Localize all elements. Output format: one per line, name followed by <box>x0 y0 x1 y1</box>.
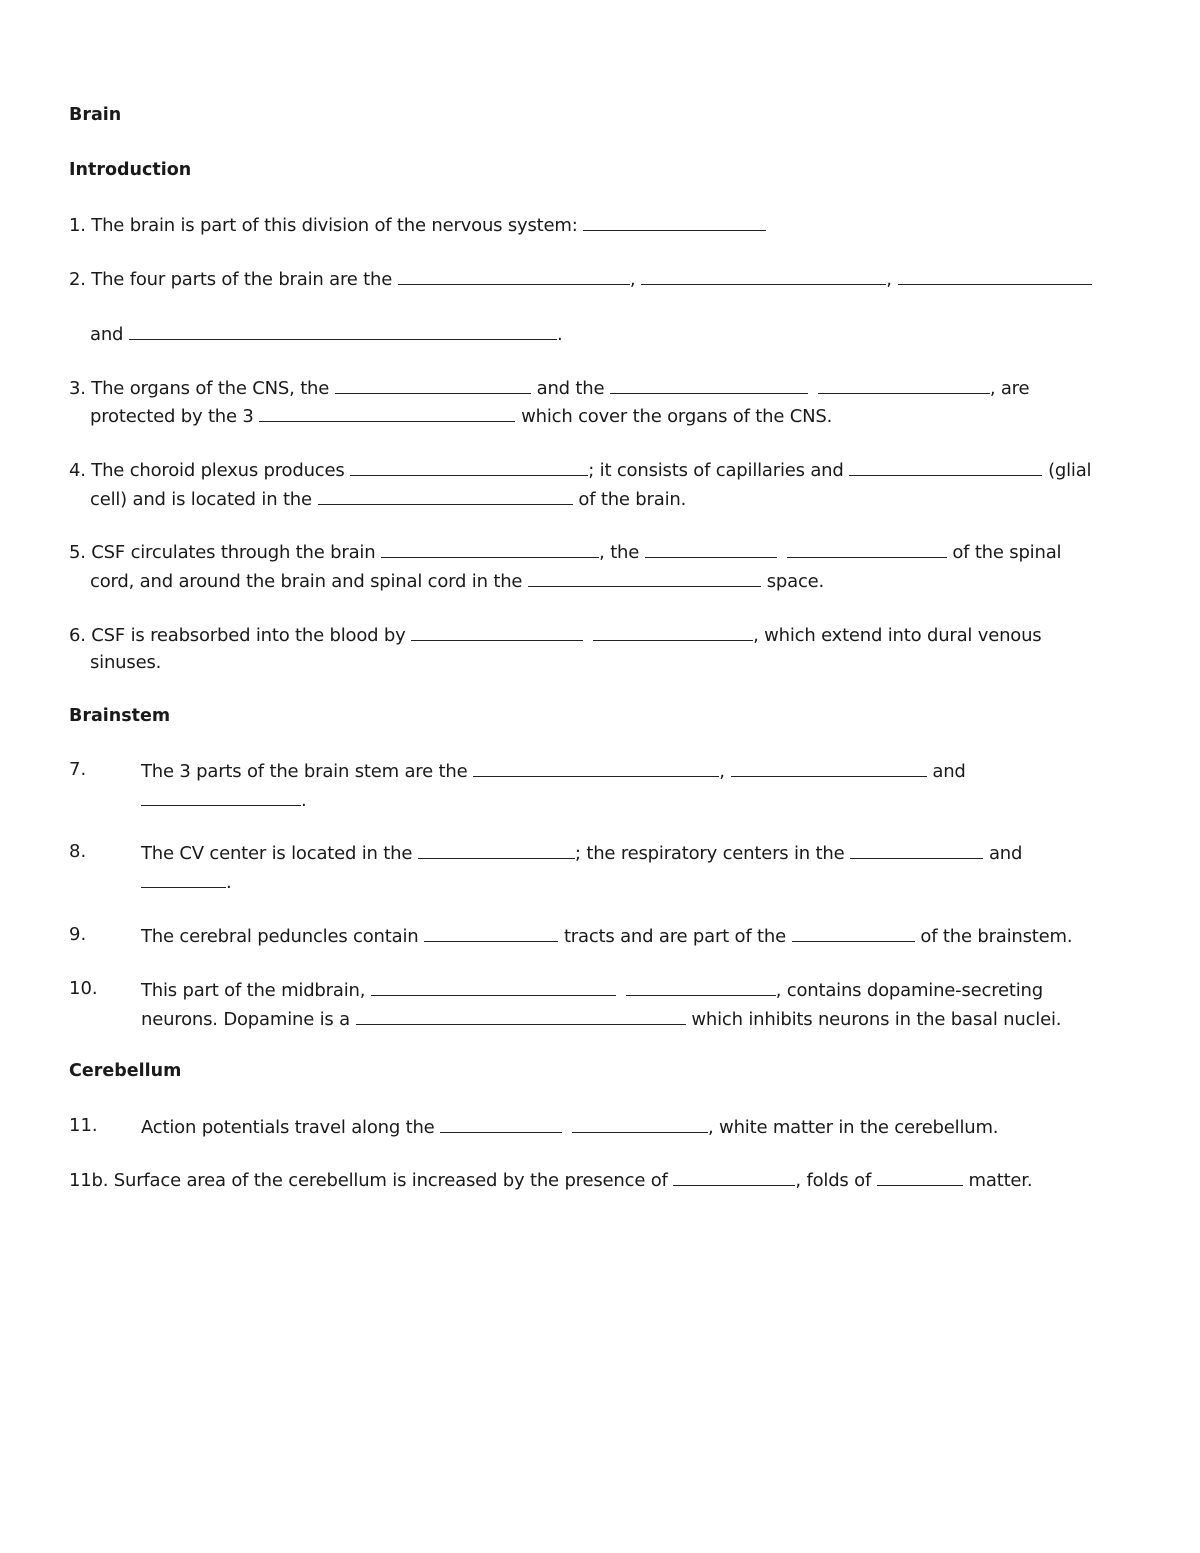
question-7 <box>141 759 966 783</box>
question-11b-text: , folds of <box>795 1170 872 1191</box>
question-3-text: and the <box>536 378 605 399</box>
answer-blank[interactable] <box>473 759 719 777</box>
question-8-text: ; the respiratory centers in the <box>574 843 845 864</box>
period: . <box>301 790 307 811</box>
question-9-text: tracts and are part of the <box>563 926 786 947</box>
section-heading-cerebellum: Cerebellum <box>69 1061 182 1081</box>
period: . <box>557 324 563 345</box>
question-4-text: (glial <box>1048 460 1092 481</box>
answer-blank[interactable] <box>318 487 573 505</box>
answer-blank[interactable] <box>528 569 761 587</box>
answer-blank[interactable] <box>583 213 766 231</box>
question-4-text: 4. The choroid plexus produces <box>69 460 345 481</box>
question-11 <box>141 1115 998 1139</box>
question-8-text: The CV center is located in the <box>141 843 413 864</box>
question-11b <box>69 1168 1032 1192</box>
question-2-text: 2. The four parts of the brain are the <box>69 269 393 290</box>
question-2 <box>69 267 1092 291</box>
question-6-continuation <box>90 652 161 674</box>
question-5-text: 5. CSF circulates through the brain <box>69 542 376 563</box>
answer-blank[interactable] <box>424 924 558 942</box>
question-3-text: protected by the 3 <box>90 406 254 427</box>
answer-blank[interactable] <box>572 1115 708 1133</box>
question-10-text: which inhibits neurons in the basal nuclei. <box>691 1009 1062 1030</box>
answer-blank[interactable] <box>356 1007 686 1025</box>
question-7-continuation <box>141 788 307 812</box>
question-9-text: The cerebral peduncles contain <box>141 926 419 947</box>
question-7-text: The 3 parts of the brain stem are the <box>141 761 468 782</box>
question-11-text: Action potentials travel along the <box>141 1117 435 1138</box>
question-4-text: ; it consists of capillaries and <box>588 460 844 481</box>
answer-blank[interactable] <box>593 623 753 641</box>
question-6-text: sinuses. <box>90 652 162 673</box>
question-11-number: 11. <box>69 1115 98 1136</box>
answer-blank[interactable] <box>129 322 557 340</box>
question-10-number: 10. <box>69 978 98 999</box>
and-text: and <box>90 324 124 345</box>
answer-blank[interactable] <box>371 978 616 996</box>
document-title: Brain <box>69 105 122 125</box>
question-6 <box>69 623 1041 647</box>
question-9-number: 9. <box>69 924 87 945</box>
answer-blank[interactable] <box>877 1168 963 1186</box>
section-heading-introduction: Introduction <box>69 160 192 180</box>
answer-blank[interactable] <box>381 540 599 558</box>
answer-blank[interactable] <box>259 404 515 422</box>
answer-blank[interactable] <box>818 376 990 394</box>
answer-blank[interactable] <box>610 376 808 394</box>
comma: , <box>719 761 725 782</box>
and-text: and <box>988 843 1023 864</box>
question-1 <box>69 213 766 237</box>
answer-blank[interactable] <box>645 540 777 558</box>
question-9 <box>141 924 1072 948</box>
answer-blank[interactable] <box>626 978 776 996</box>
question-4-text: cell) and is located in the <box>90 489 312 510</box>
answer-blank[interactable] <box>673 1168 795 1186</box>
question-5-text: space. <box>766 571 825 592</box>
question-5 <box>69 540 1061 564</box>
question-8 <box>141 841 1022 865</box>
question-10-text: This part of the midbrain, <box>141 980 366 1001</box>
answer-blank[interactable] <box>792 924 915 942</box>
question-4-continuation <box>90 487 686 511</box>
question-4 <box>69 458 1091 482</box>
question-6-text: 6. CSF is reabsorbed into the blood by <box>69 625 406 646</box>
question-5-text: , the <box>599 542 640 563</box>
answer-blank[interactable] <box>641 267 886 285</box>
answer-blank[interactable] <box>850 841 983 859</box>
answer-blank[interactable] <box>849 458 1042 476</box>
question-2-continuation <box>90 322 563 346</box>
answer-blank[interactable] <box>898 267 1092 285</box>
section-heading-brainstem: Brainstem <box>69 706 171 726</box>
question-11b-text: 11b. Surface area of the cerebellum is increased by the presence of <box>69 1170 668 1191</box>
period: . <box>226 872 232 893</box>
question-10-text: neurons. Dopamine is a <box>141 1009 350 1030</box>
question-11b-text: matter. <box>968 1170 1033 1191</box>
question-5-text: of the spinal <box>952 542 1062 563</box>
question-10-text: , contains dopamine-secreting <box>775 980 1043 1001</box>
answer-blank[interactable] <box>141 788 301 806</box>
question-10-continuation <box>141 1007 1061 1031</box>
question-8-number: 8. <box>69 841 87 862</box>
answer-blank[interactable] <box>398 267 630 285</box>
answer-blank[interactable] <box>787 540 947 558</box>
question-5-continuation <box>90 569 824 593</box>
question-3 <box>69 376 1029 400</box>
answer-blank[interactable] <box>418 841 575 859</box>
question-1-text: 1. The brain is part of this division of the nervous system: <box>69 215 578 236</box>
question-6-text: , which extend into dural venous <box>753 625 1042 646</box>
question-5-text: cord, and around the brain and spinal cord in the <box>90 571 523 592</box>
answer-blank[interactable] <box>141 870 226 888</box>
answer-blank[interactable] <box>731 759 927 777</box>
question-10 <box>141 978 1043 1002</box>
question-7-number: 7. <box>69 759 87 780</box>
question-3-continuation <box>90 404 832 428</box>
question-9-text: of the brainstem. <box>920 926 1073 947</box>
question-3-text: 3. The organs of the CNS, the <box>69 378 330 399</box>
answer-blank[interactable] <box>411 623 583 641</box>
and-text: and <box>932 761 966 782</box>
question-3-text: which cover the organs of the CNS. <box>521 406 833 427</box>
answer-blank[interactable] <box>440 1115 562 1133</box>
answer-blank[interactable] <box>350 458 588 476</box>
answer-blank[interactable] <box>335 376 531 394</box>
comma: , <box>886 269 893 290</box>
question-11-text: , white matter in the cerebellum. <box>708 1117 999 1138</box>
question-3-text: , are <box>989 378 1030 399</box>
comma: , <box>629 269 636 290</box>
question-8-continuation <box>141 870 232 894</box>
question-4-text: of the brain. <box>578 489 687 510</box>
